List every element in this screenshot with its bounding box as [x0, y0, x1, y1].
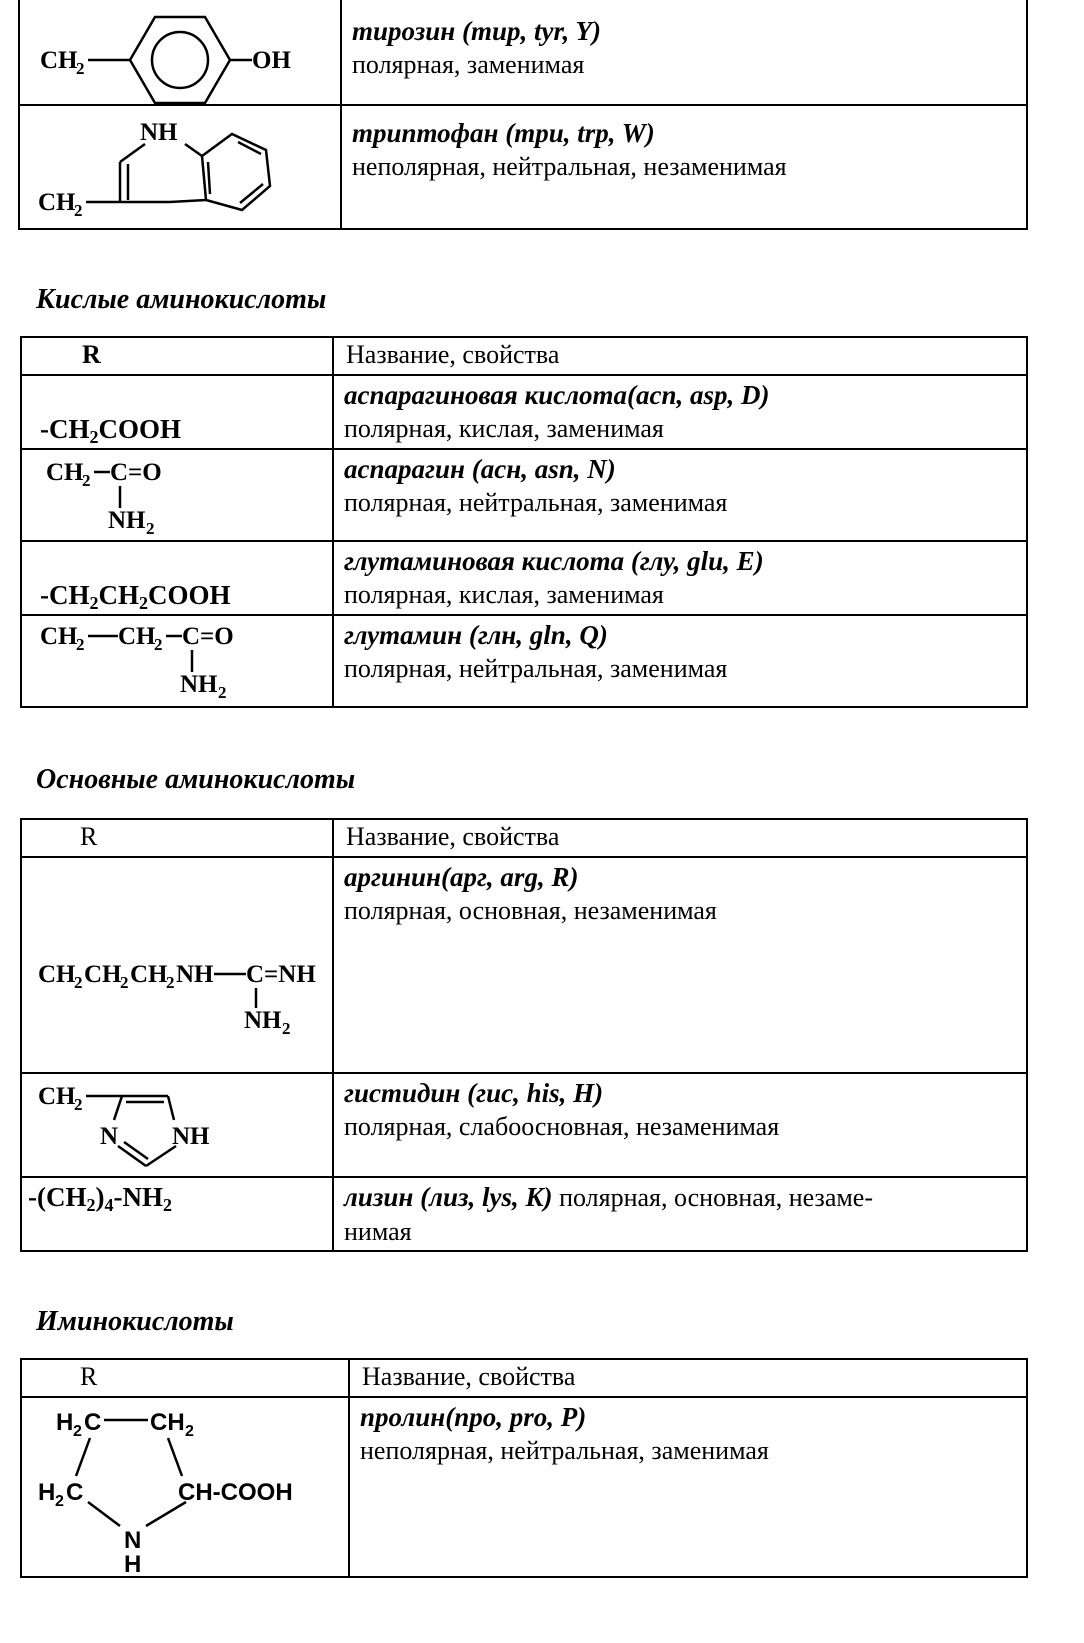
svg-text:C=NH: C=NH	[246, 961, 316, 988]
svg-text:CH: CH	[38, 1083, 76, 1110]
svg-text:2: 2	[166, 973, 175, 992]
basic-table	[20, 818, 1028, 1252]
table-row	[21, 449, 1027, 541]
table-header-row	[21, 337, 1027, 375]
formula-cell-his	[21, 1073, 333, 1177]
table-row	[21, 375, 1027, 449]
formula-cell-arg	[21, 857, 333, 1073]
svg-text:2: 2	[82, 471, 91, 490]
table-row	[19, 0, 1027, 105]
proline-structure	[22, 1398, 350, 1578]
svg-text:2: 2	[73, 1423, 82, 1440]
formula-cell-pro	[21, 1397, 349, 1577]
svg-text:NH: NH	[172, 1123, 210, 1150]
section-title-acidic: Кислые аминокислоты	[36, 284, 327, 315]
svg-text:NH: NH	[244, 1007, 282, 1034]
svg-text:N: N	[100, 1123, 119, 1150]
name-cell	[349, 1397, 1027, 1577]
imino-table	[20, 1358, 1028, 1578]
amino-acid-name: лизин (лиз, lys, K)	[344, 1182, 553, 1212]
table-row	[19, 105, 1027, 229]
header-r-label: R	[80, 1362, 98, 1391]
svg-text:CH: CH	[40, 47, 78, 74]
svg-text:C=O: C=O	[110, 459, 162, 486]
name-cell	[333, 857, 1027, 1073]
header-name	[349, 1359, 1027, 1397]
header-r-label: R	[80, 822, 98, 851]
svg-text:2: 2	[76, 59, 85, 78]
svg-text:CH: CH	[38, 189, 76, 216]
svg-text:NH: NH	[176, 961, 214, 988]
acidic-table	[20, 336, 1028, 708]
table-row	[21, 1073, 1027, 1177]
asparagine-structure	[22, 450, 334, 542]
amino-acid-name: глутаминовая кислота (глу, glu, E)	[344, 546, 764, 576]
glutamine-structure	[22, 616, 334, 708]
svg-text:OH: OH	[252, 47, 291, 74]
tryptophan-structure	[20, 106, 342, 230]
header-name-label: Название, свойства	[362, 1362, 576, 1391]
formula-asp: $-CH_2COOH$	[40, 414, 182, 447]
amino-acid-name: аспарагин (асн, asn, N)	[344, 454, 616, 484]
header-name	[333, 337, 1027, 375]
svg-text:CH: CH	[40, 623, 78, 650]
amino-acid-properties: полярная, слабоосновная, незаменимая	[344, 1112, 780, 1141]
svg-text:C: C	[84, 1409, 102, 1436]
svg-text:NH: NH	[108, 507, 146, 534]
histidine-structure	[22, 1074, 334, 1178]
svg-text:N: N	[124, 1527, 142, 1554]
svg-text:2: 2	[76, 635, 85, 654]
amino-acid-properties: полярная, основная, незаменимая	[344, 896, 717, 925]
table-row	[21, 615, 1027, 707]
formula-glu: $-CH_2CH_2COOH$	[40, 580, 231, 613]
amino-acid-properties: полярная, нейтральная, заменимая	[344, 654, 728, 683]
svg-text:CH: CH	[84, 961, 122, 988]
svg-text:2: 2	[55, 1493, 64, 1510]
svg-text:2: 2	[154, 635, 163, 654]
name-cell	[341, 0, 1027, 105]
amino-acid-properties: полярная, заменимая	[352, 50, 585, 79]
svg-text:2: 2	[146, 519, 155, 538]
name-cell	[341, 105, 1027, 229]
lysine-text-line1	[334, 1178, 1026, 1215]
svg-text:NH: NH	[140, 119, 178, 146]
header-name-label: Название, свойства	[346, 822, 560, 851]
section-title-imino: Иминокислоты	[36, 1306, 234, 1337]
arginine-structure	[22, 858, 334, 1074]
header-r-label: R	[82, 340, 101, 369]
table-row	[21, 857, 1027, 1073]
amino-acid-name: аргинин(арг, arg, R)	[344, 862, 579, 892]
name-cell	[333, 541, 1027, 615]
svg-text:CH: CH	[38, 961, 76, 988]
table-row	[21, 1177, 1027, 1251]
svg-text:H: H	[56, 1409, 74, 1436]
tyrosine-structure	[20, 0, 342, 106]
name-cell	[333, 1073, 1027, 1177]
name-cell	[333, 1177, 1027, 1251]
svg-text:C=O: C=O	[182, 623, 234, 650]
svg-text:2: 2	[74, 1095, 83, 1114]
amino-acid-name: гистидин (гис, his, H)	[344, 1078, 604, 1108]
formula-lys: $-(CH_2)_4-NH_2$	[28, 1182, 172, 1215]
svg-text:2: 2	[74, 201, 83, 220]
svg-text:CH: CH	[46, 459, 84, 486]
name-cell	[333, 375, 1027, 449]
section-title-basic: Основные аминокислоты	[36, 764, 356, 795]
formula-cell-tryptophan	[19, 105, 341, 229]
table-row	[21, 541, 1027, 615]
formula-cell-asn	[21, 449, 333, 541]
amino-acid-name: аспарагиновая кислота(асп, asp, D)	[344, 380, 770, 410]
header-r	[21, 819, 333, 857]
amino-acid-properties: полярная, кислая, заменимая	[344, 580, 664, 609]
name-cell	[333, 449, 1027, 541]
svg-text:H: H	[124, 1551, 142, 1578]
amino-acid-properties: полярная, основная, незаме-	[559, 1183, 874, 1212]
formula-cell-gln	[21, 615, 333, 707]
svg-text:2: 2	[282, 1019, 291, 1038]
header-name-label: Название, свойства	[346, 340, 560, 369]
header-r	[21, 337, 333, 375]
amino-acid-name: триптофан (три, trp, W)	[352, 118, 655, 148]
header-name	[333, 819, 1027, 857]
amino-acid-name: тирозин (тир, tyr, Y)	[352, 16, 601, 46]
amino-acid-properties: полярная, нейтральная, заменимая	[344, 488, 728, 517]
svg-text:2: 2	[218, 683, 227, 702]
svg-text:CH: CH	[130, 961, 168, 988]
svg-text:2: 2	[74, 973, 83, 992]
header-r	[21, 1359, 349, 1397]
svg-text:CH: CH	[118, 623, 156, 650]
formula-cell-glu	[21, 541, 333, 615]
table-header-row	[21, 1359, 1027, 1397]
amino-acid-name: глутамин (глн, gln, Q)	[344, 620, 608, 650]
table-row	[21, 1397, 1027, 1577]
svg-text:H: H	[38, 1479, 56, 1506]
svg-text:NH: NH	[180, 671, 218, 698]
svg-text:CH-COOH: CH-COOH	[178, 1479, 293, 1506]
top-table	[18, 0, 1028, 230]
svg-text:CH: CH	[150, 1409, 185, 1436]
svg-text:C: C	[66, 1479, 84, 1506]
formula-cell-asp	[21, 375, 333, 449]
amino-acid-properties: полярная, кислая, заменимая	[344, 414, 664, 443]
formula-cell-lys	[21, 1177, 333, 1251]
amino-acid-properties-cont: нимая	[344, 1217, 412, 1246]
table-header-row	[21, 819, 1027, 857]
amino-acid-name: пролин(про, pro, P)	[360, 1402, 587, 1432]
svg-text:2: 2	[120, 973, 129, 992]
name-cell	[333, 615, 1027, 707]
formula-cell-tyrosine	[19, 0, 341, 105]
amino-acid-properties: неполярная, нейтральная, незаменимая	[352, 152, 787, 181]
amino-acid-properties: неполярная, нейтральная, заменимая	[360, 1436, 769, 1465]
svg-text:2: 2	[185, 1423, 194, 1440]
